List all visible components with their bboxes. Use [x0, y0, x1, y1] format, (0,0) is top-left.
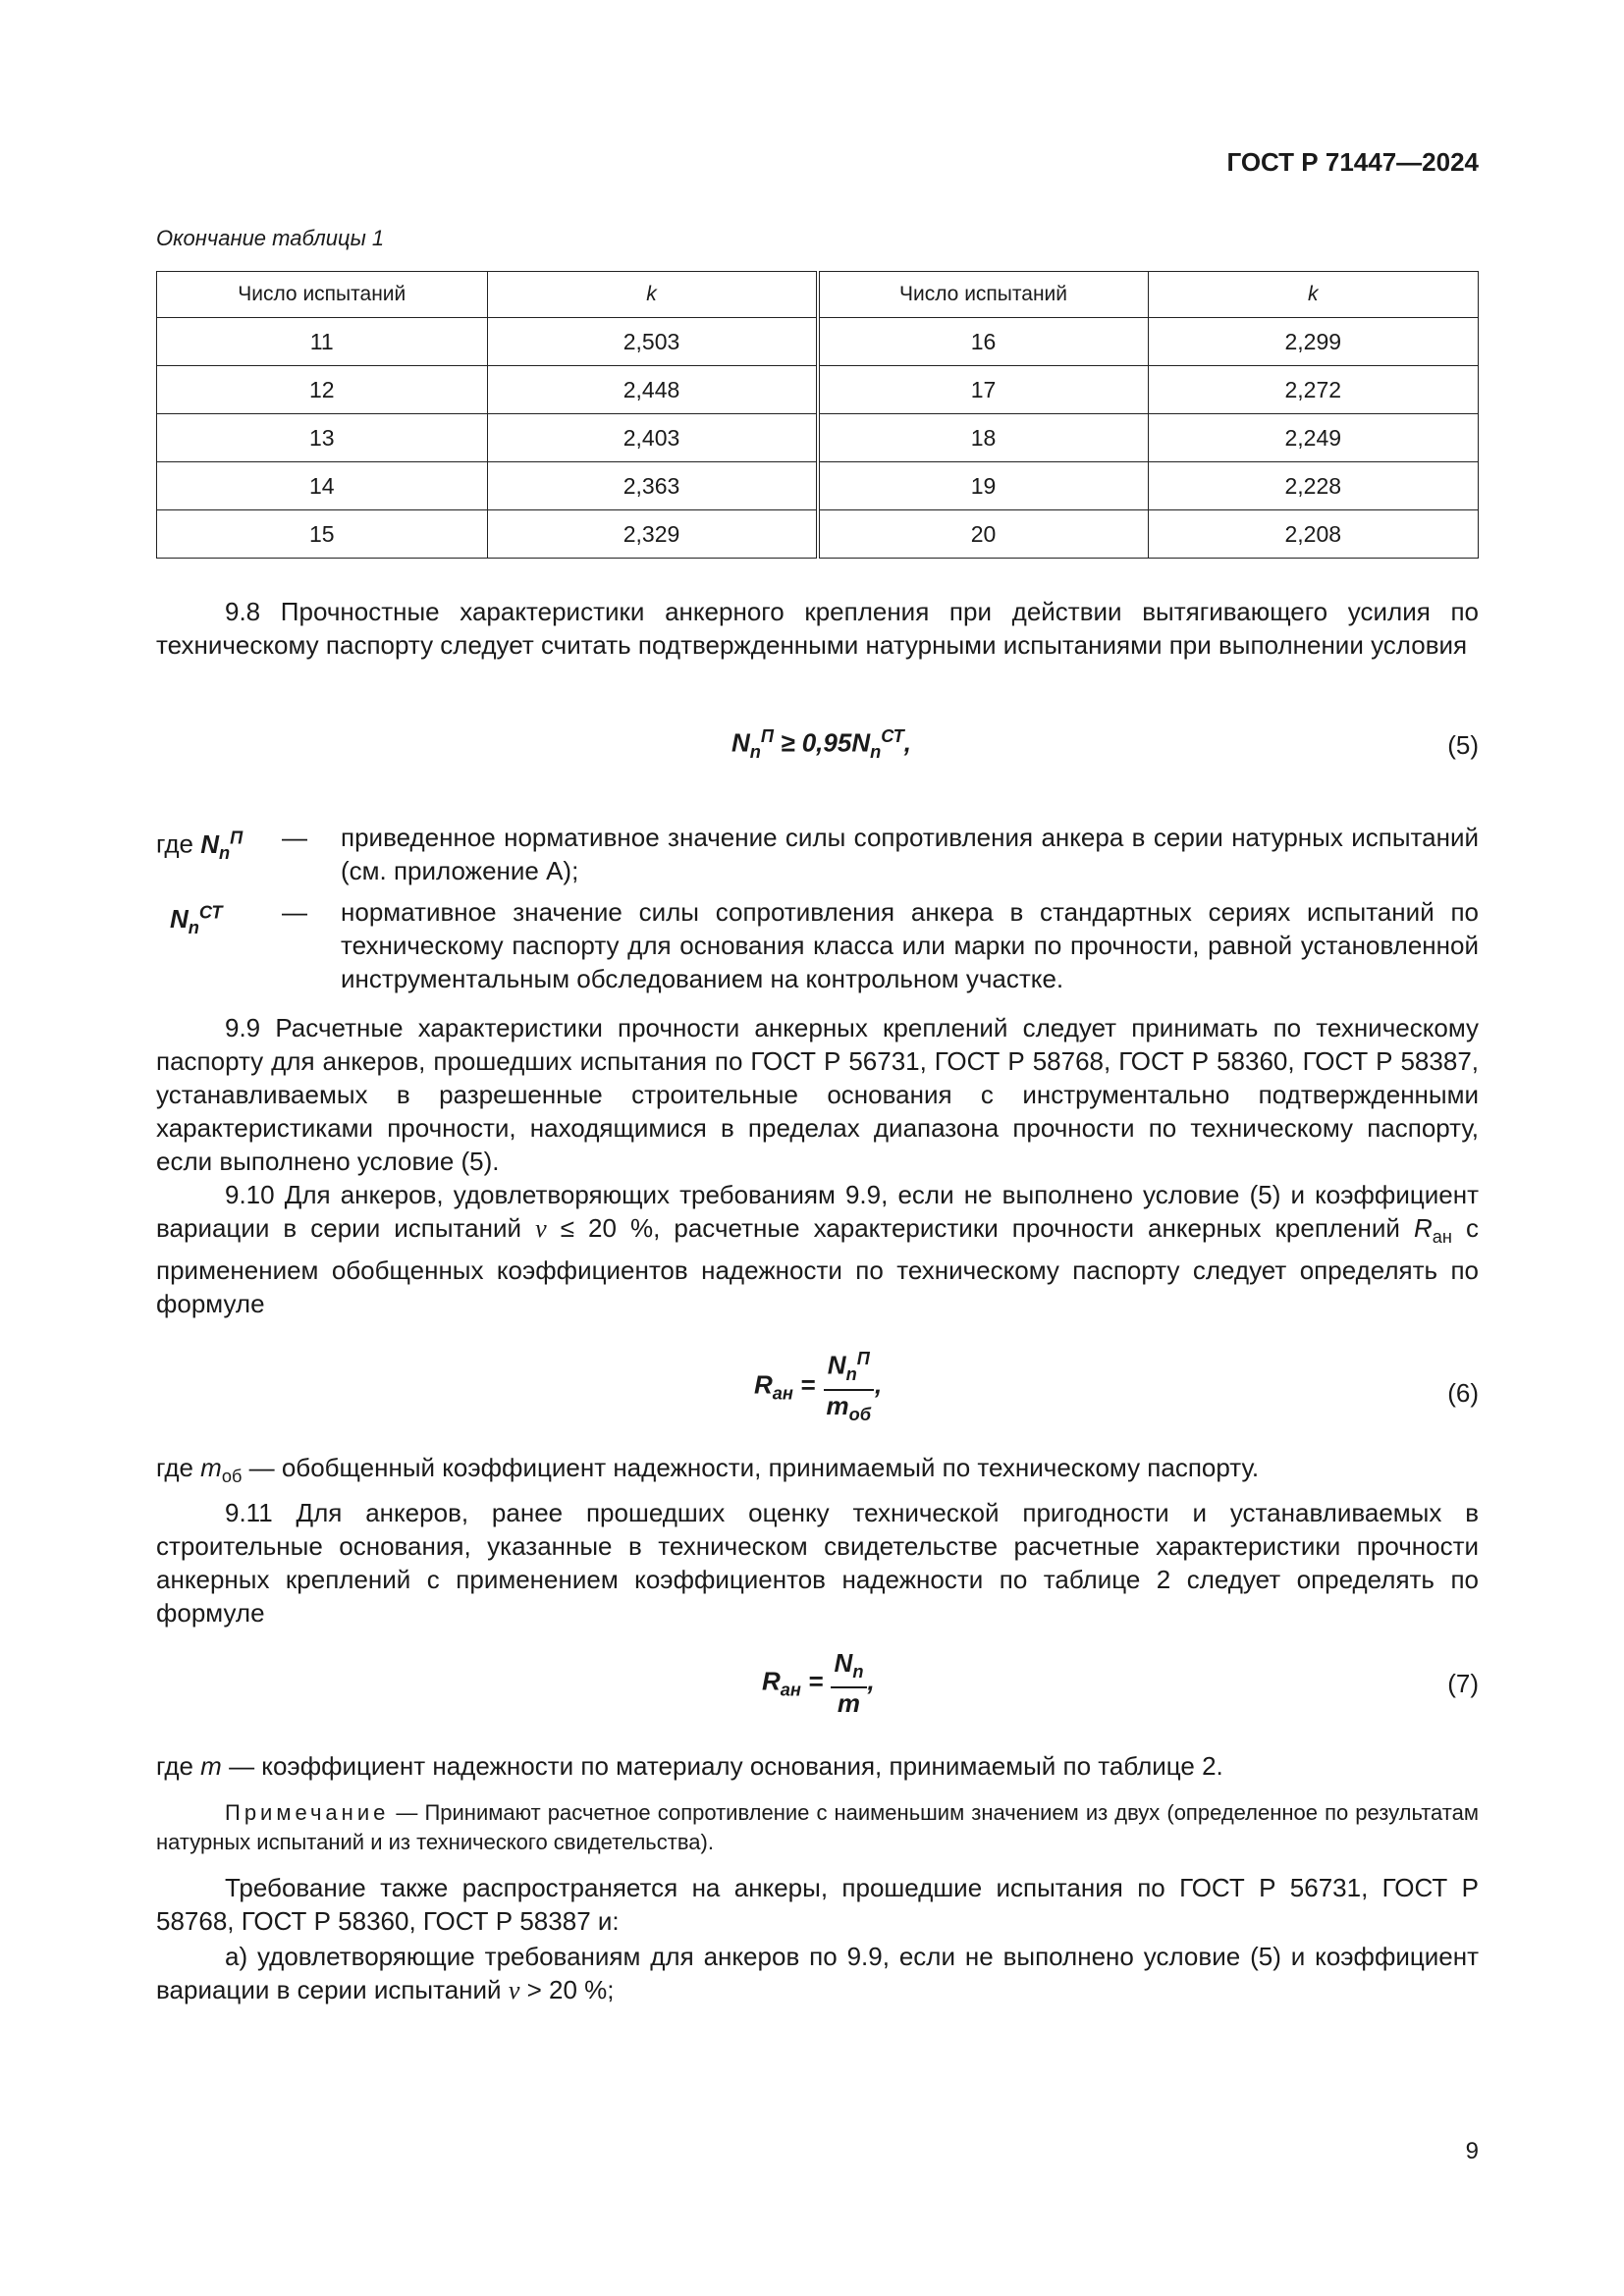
- section-9-10-condition: ≤ 20 %,: [560, 1213, 661, 1243]
- definition-dash: —: [282, 897, 307, 927]
- header-tests-count-2: Число испытаний: [818, 272, 1149, 318]
- section-9-8-text: 9.8 Прочностные характеристики анкерного крепления при действии вытягивающего усилия по техническому паспорту следует считать подтвержденными натурными испытаниями при выполнении условия: [156, 597, 1479, 660]
- equation-number-7: (7): [1447, 1669, 1479, 1698]
- table-cell: 11: [157, 318, 488, 366]
- table-cell: 17: [818, 366, 1149, 414]
- table-cell: 2,363: [487, 462, 818, 510]
- definition-row-1: [156, 821, 1479, 889]
- coefficient-table: [156, 271, 1479, 559]
- definition-row-2: [156, 895, 1479, 997]
- definition-text: нормативное значение силы сопротивления анкера в стандартных сериях испытаний по техническому паспорту для основания класса или марки по прочности, равной установленной инструментальным обследованием на контрольном участке.: [341, 897, 1479, 993]
- definition-dash: —: [282, 823, 307, 852]
- definition-symbol: где $N_n^П$: [156, 828, 244, 863]
- table-cell: 2,299: [1148, 318, 1479, 366]
- formula-6: $R_{ан}$ = $\frac{N_n^П}{m_{об}}$ ,: [754, 1345, 882, 1428]
- where-word: где: [156, 828, 193, 859]
- header-tests-count-1: Число испытаний: [157, 272, 488, 318]
- where-mob-text: — обобщенный коэффициент надежности, принимаемый по техническому паспорту.: [248, 1453, 1260, 1482]
- item-a-text: а) удовлетворяющие требованиям для анкеров по 9.9, если не выполнено условие (5) и коэффициент вариации в серии испытаний: [156, 1942, 1479, 2004]
- header-k-2: k: [1148, 272, 1479, 318]
- table-cell: 13: [157, 414, 488, 462]
- page-number: 9: [1465, 2138, 1479, 2164]
- table-cell: 20: [818, 510, 1149, 559]
- table-cell: 2,448: [487, 366, 818, 414]
- table-cell: 18: [818, 414, 1149, 462]
- table-cell: 12: [157, 366, 488, 414]
- table-cell: 2,272: [1148, 366, 1479, 414]
- definition-symbol: $N_n^{СТ}$: [170, 902, 223, 937]
- table-cell: 2,329: [487, 510, 818, 559]
- table-row: [157, 462, 1479, 510]
- note-label: Примечание: [225, 1800, 390, 1825]
- table-cell: 14: [157, 462, 488, 510]
- equation-number-5: (5): [1447, 730, 1479, 760]
- requirement-text: Требование также распространяется на анкеры, прошедшие испытания по ГОСТ Р 56731, ГОСТ Р 58768, ГОСТ Р 58360, ГОСТ Р 58387 и:: [156, 1873, 1479, 1936]
- table-cell: 2,208: [1148, 510, 1479, 559]
- table-row: [157, 318, 1479, 366]
- section-9-10-where: где $m_{об}$ — обобщенный коэффициент надежности, принимаемый по техническому паспорту.: [156, 1453, 1260, 1487]
- requirement-item-a: а) удовлетворяющие требованиям для анкеров по 9.9, если не выполнено условие (5) и коэффициент вариации в серии испытаний v > 20 %;: [156, 1942, 1479, 2004]
- table-cell: 2,228: [1148, 462, 1479, 510]
- section-9-10-part-c: с применением обобщенных коэффициентов надежности по техническому паспорту следует определять по формуле: [156, 1213, 1479, 1319]
- formula-5: $N_n^П \ge 0,95N_n^{СТ}$,: [731, 726, 912, 762]
- section-9-11-text: 9.11 Для анкеров, ранее прошедших оценку технической пригодности и устанавливаемых в строительные основания, указанные в техническом свидетельстве расчетные характеристики прочности анкерных креплений с применением коэффициентов надежности по таблице 2 следует определять по формуле: [156, 1498, 1479, 1628]
- header-k-1: k: [487, 272, 818, 318]
- section-9-11-where: где m — коэффициент надежности по материалу основания, принимаемый по таблице 2.: [156, 1751, 1223, 1781]
- where-m-text: — коэффициент надежности по материалу основания, принимаемый по таблице 2.: [229, 1751, 1223, 1781]
- table-row: [157, 510, 1479, 559]
- note-text: — Принимают расчетное сопротивление с наименьшим значением из двух (определенное по результатам натурных испытаний и из технического свидетельства).: [156, 1800, 1479, 1854]
- section-9-10-part-a: 9.10 Для анкеров, удовлетворяющих требованиям 9.9, если не выполнено условие (5) и коэффициент вариации в серии испытаний: [156, 1180, 1479, 1243]
- section-9-10-text: 9.10 Для анкеров, удовлетворяющих требованиям 9.9, если не выполнено условие (5) и коэффициент вариации в серии испытаний v ≤ 20 %, расчетные характеристики прочности анкерных креплений $R_{ан}$ с применением обобщенных коэффициентов надежности по техническому паспорту следует определять по формуле: [156, 1180, 1479, 1319]
- table-cell: 2,249: [1148, 414, 1479, 462]
- table-row: [157, 414, 1479, 462]
- table-cell: 19: [818, 462, 1149, 510]
- table-cell: 16: [818, 318, 1149, 366]
- item-a-condition: > 20 %;: [526, 1975, 615, 2004]
- table-header-row: [157, 272, 1479, 318]
- equation-number-6: (6): [1447, 1378, 1479, 1408]
- document-code: ГОСТ Р 71447—2024: [1226, 147, 1479, 177]
- table-cell: 2,503: [487, 318, 818, 366]
- table-cell: 15: [157, 510, 488, 559]
- table-row: [157, 366, 1479, 414]
- formula-7: $R_{ан}$ = $\frac{N_n}{m}$ ,: [762, 1648, 875, 1719]
- table-caption: Окончание таблицы 1: [156, 226, 385, 250]
- definition-text: приведенное нормативное значение силы сопротивления анкера в серии натурных испытаний (см. приложение А);: [341, 823, 1479, 885]
- section-9-10-part-b: расчетные характеристики прочности анкерных креплений: [674, 1213, 1400, 1243]
- table-cell: 2,403: [487, 414, 818, 462]
- section-9-9-text: 9.9 Расчетные характеристики прочности анкерных креплений следует принимать по техническому паспорту для анкеров, прошедших испытания по ГОСТ Р 56731, ГОСТ Р 58768, ГОСТ Р 58360, ГОСТ Р 58387, устанавливаемых в разрешенные строительные основания с инструментально подтвержденными характеристиками прочности, находящимися в пределах диапазона прочности по техническому паспорту, если выполнено условие (5).: [156, 1013, 1479, 1176]
- note: [156, 1798, 1479, 1857]
